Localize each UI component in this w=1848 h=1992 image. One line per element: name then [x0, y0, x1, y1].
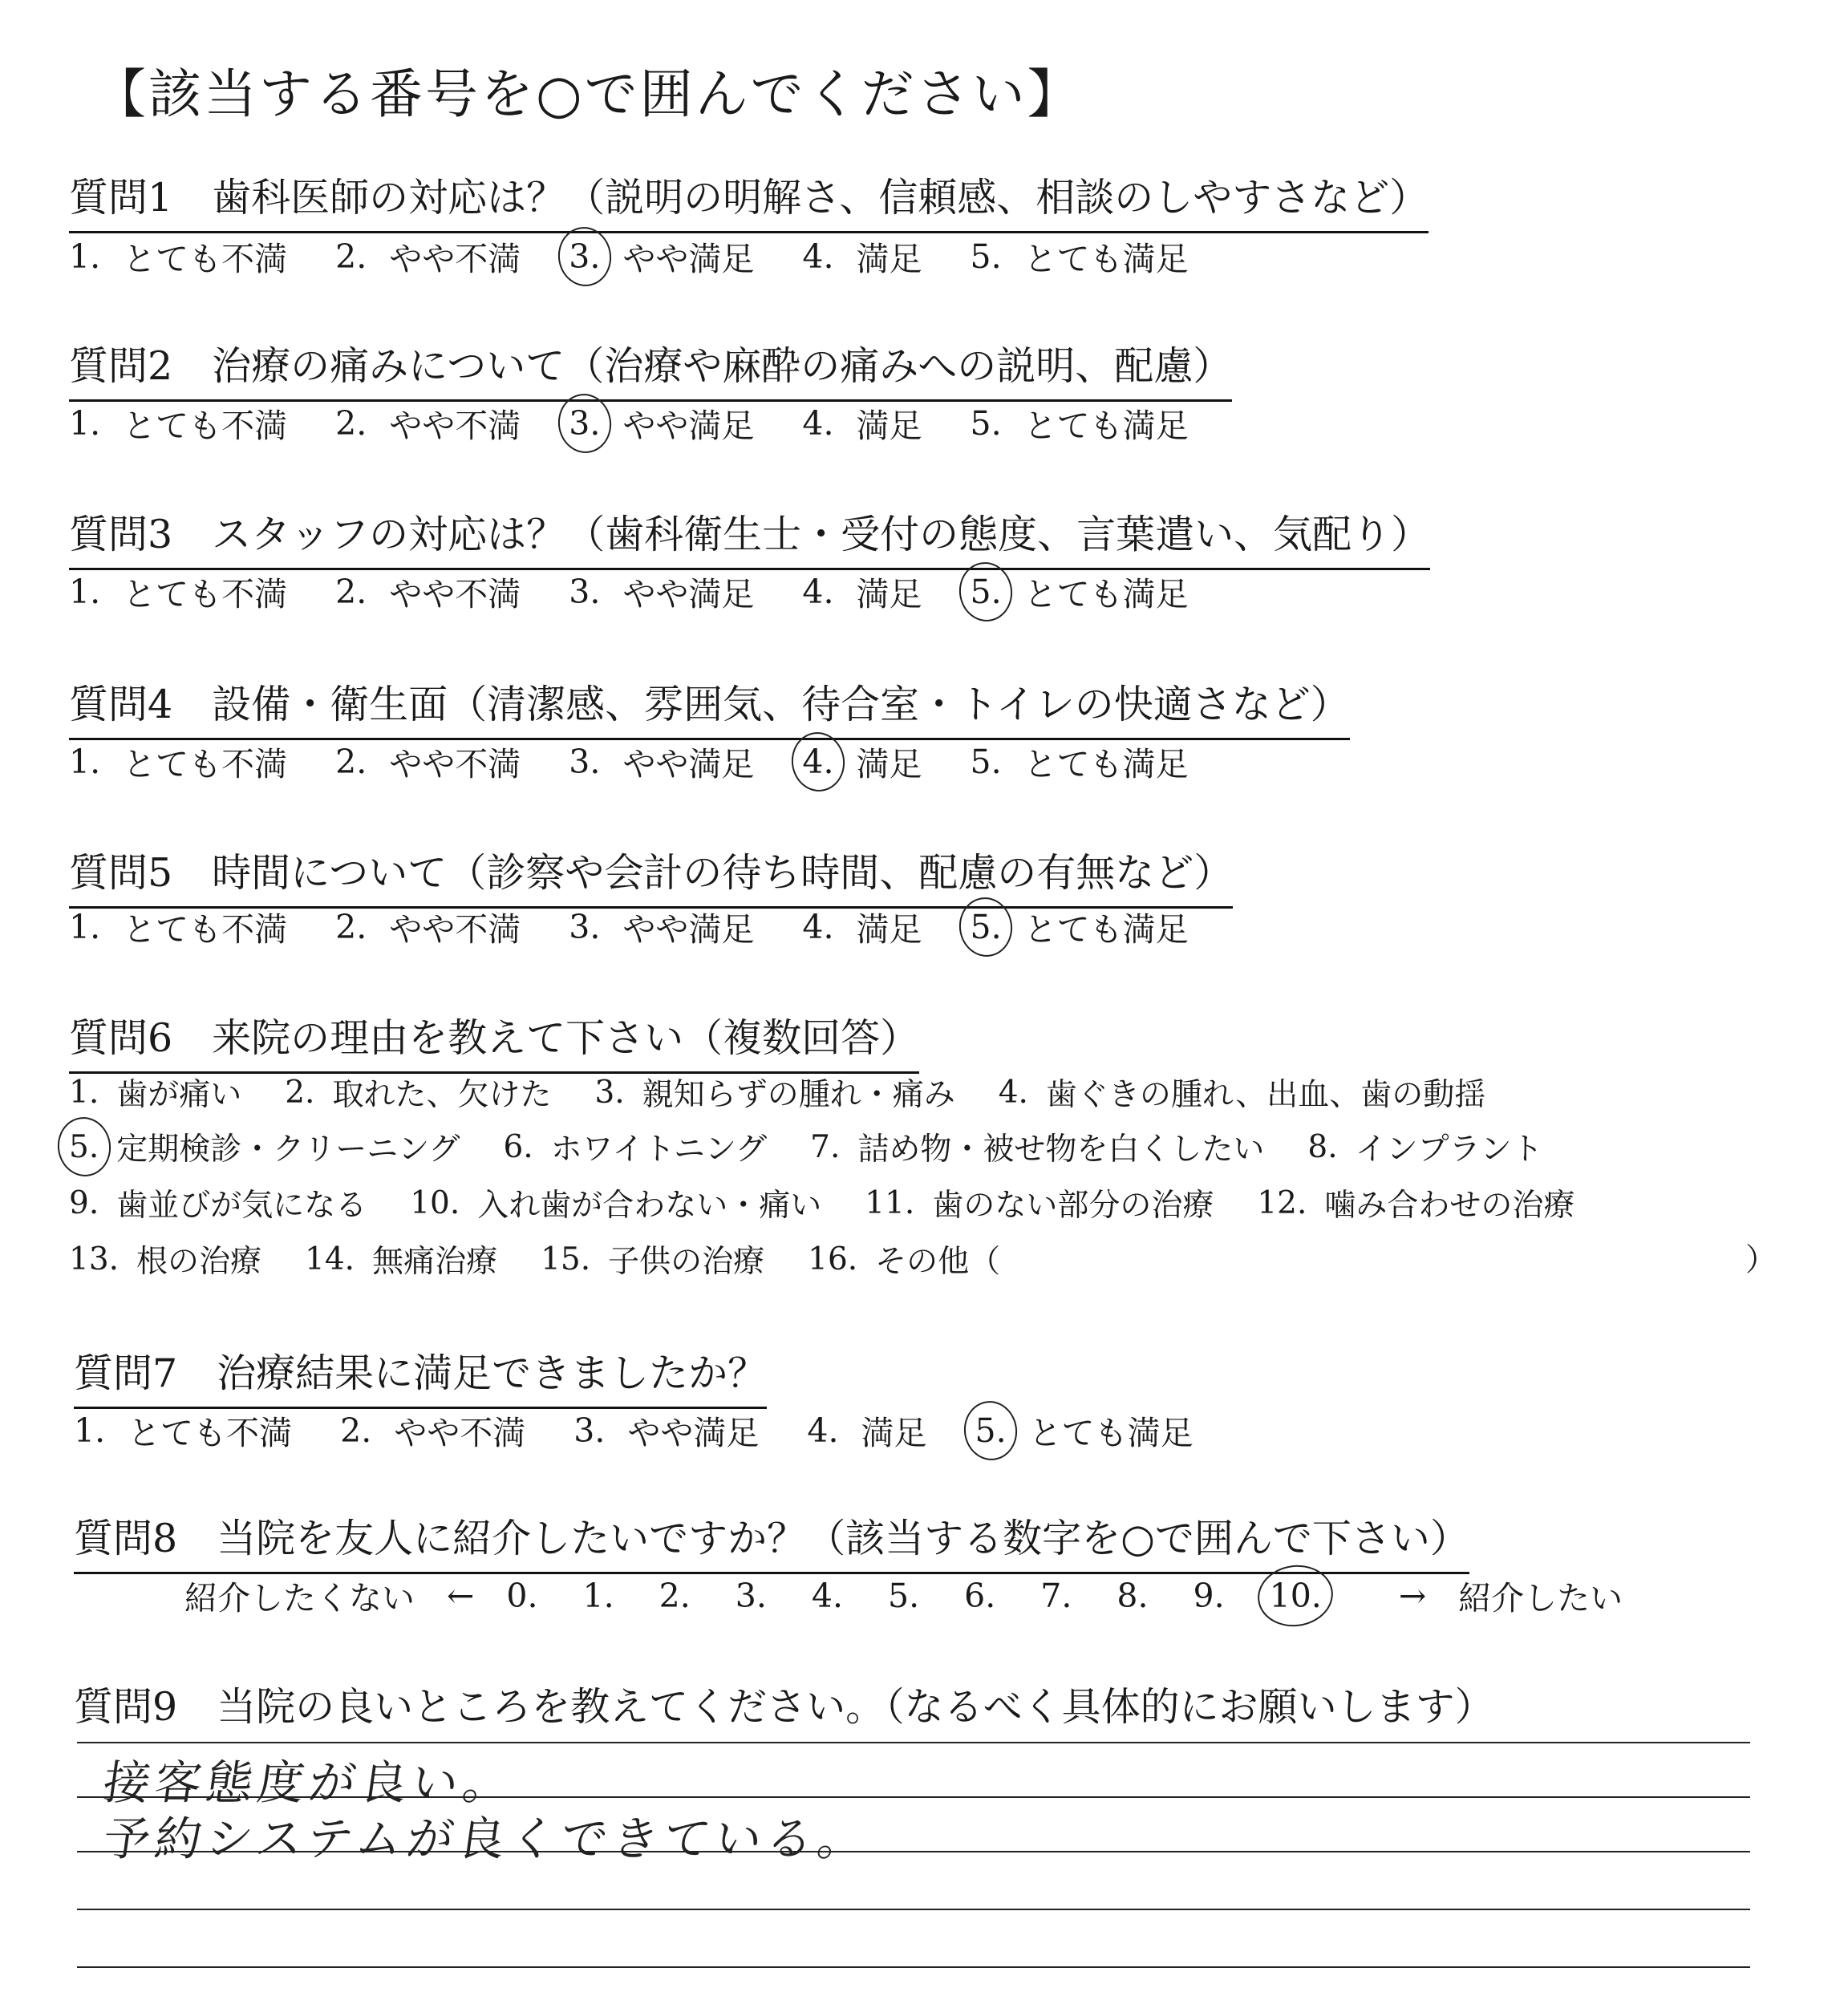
q3-option-number: 5. — [971, 573, 1002, 611]
q6-option-number: 16. — [808, 1241, 858, 1277]
q8-score-9[interactable]: 9. — [1193, 1576, 1225, 1615]
q6-options-row-3 — [69, 1180, 1618, 1225]
q6-option-7[interactable] — [810, 1124, 1264, 1169]
q1-title: 質問1 歯科医師の対応は？（説明の明解さ、信頼感、相談のしやすさなど） — [69, 167, 1429, 233]
q3-option-5[interactable] — [971, 568, 1189, 615]
q3-option-label: やや不満 — [389, 575, 521, 613]
q3-options — [69, 568, 1237, 615]
q2-option-label: やや満足 — [622, 407, 755, 445]
q7-option-label: とても満足 — [1028, 1414, 1194, 1452]
left-arrow-icon: ← — [447, 1576, 475, 1615]
q6-option-label: 詰め物・被せ物を白くしたい — [857, 1132, 1265, 1168]
q7-options — [74, 1407, 1242, 1454]
q5-option-label: やや満足 — [622, 910, 755, 949]
q5-option-label: 満足 — [856, 910, 922, 949]
q4-option-2[interactable] — [335, 738, 521, 785]
q5-option-number: 3. — [569, 907, 601, 946]
q7-option-1[interactable] — [74, 1407, 292, 1454]
q6-option-label: 噛み合わせの治療 — [1324, 1188, 1575, 1224]
q4-option-1[interactable] — [69, 738, 287, 785]
q1-option-label: とても満足 — [1023, 240, 1189, 278]
q8-score-7[interactable]: 7. — [1040, 1576, 1072, 1615]
q1-option-1[interactable] — [69, 233, 287, 280]
q8-score-5[interactable]: 5. — [887, 1576, 920, 1615]
q7-option-number: 4. — [807, 1411, 839, 1450]
q6-option-label: 取れた、欠けた — [332, 1077, 552, 1113]
q7-option-label: とても不満 — [128, 1414, 293, 1452]
q6-options-row-1 — [69, 1070, 1529, 1115]
q8-left-label: 紹介したくない — [184, 1579, 415, 1617]
q5-option-4[interactable] — [802, 903, 922, 950]
q6-option-label: 歯が痛い — [116, 1077, 242, 1113]
q6-option-number: 15. — [541, 1241, 591, 1277]
q2-option-number: 2. — [335, 403, 367, 443]
q6-option-number: 2. — [285, 1074, 315, 1111]
instruction-header: 【該当する番号を○で囲んでください】 — [93, 63, 1083, 125]
q1-option-number: 5. — [970, 237, 1002, 276]
q6-option-label: インプラント — [1355, 1132, 1543, 1168]
q5-option-label: とても満足 — [1023, 910, 1189, 949]
q5-option-number: 4. — [802, 907, 834, 946]
q7-option-number: 3. — [573, 1411, 606, 1450]
q6-option-label: 根の治療 — [136, 1244, 262, 1280]
q8-score-10[interactable]: 10. — [1270, 1577, 1322, 1615]
q6-option-label: ホワイトニング — [550, 1132, 768, 1168]
q6-option-13[interactable] — [69, 1237, 261, 1281]
q6-option-8[interactable] — [1307, 1124, 1542, 1169]
q7-option-label: やや不満 — [394, 1414, 526, 1452]
q2-option-5[interactable] — [971, 399, 1189, 447]
q7-option-2[interactable] — [340, 1407, 525, 1454]
q1-option-number: 3. — [569, 237, 600, 276]
q6-options-row-4 — [69, 1237, 1044, 1281]
q5-option-number: 2. — [335, 907, 367, 946]
q9-title: 質問9 当院の良いところを教えてください。（なるべく具体的にお願いします） — [74, 1684, 1494, 1730]
q2-option-number: 3. — [569, 404, 600, 443]
q2-option-label: とても満足 — [1023, 407, 1189, 445]
q6-option-16[interactable] — [808, 1237, 1000, 1281]
q6-option-label: 親知らずの腫れ・痛み — [642, 1077, 955, 1113]
q4-option-number: 2. — [335, 742, 367, 781]
q2-option-4[interactable] — [802, 399, 922, 447]
q5-option-2[interactable] — [335, 903, 521, 950]
q5-title: 質問5 時間について（診察や会計の待ち時間、配慮の有無など） — [69, 842, 1233, 909]
q6-option-3[interactable] — [594, 1070, 954, 1115]
q4-option-label: やや不満 — [389, 745, 521, 783]
q6-option-label: 無痛治療 — [372, 1244, 498, 1280]
selection-circle — [960, 1397, 1021, 1463]
q6-option-15[interactable] — [541, 1237, 764, 1281]
q4-option-label: やや満足 — [622, 745, 755, 783]
right-arrow-icon: → — [1398, 1576, 1427, 1615]
q6-option-label: その他（ — [875, 1244, 1001, 1280]
q6-option-2[interactable] — [285, 1070, 551, 1115]
q3-option-4[interactable] — [802, 568, 922, 615]
q5-option-number: 1. — [69, 907, 101, 946]
q2-options — [69, 399, 1237, 447]
selection-circle — [554, 390, 615, 455]
q1-option-2[interactable] — [335, 233, 521, 280]
q6-option-10[interactable] — [410, 1180, 821, 1225]
q6-option-5[interactable] — [69, 1124, 460, 1169]
q6-option-number: 10. — [410, 1184, 460, 1221]
q6-other-close-paren: ） — [1745, 1242, 1777, 1278]
q1-option-number: 2. — [335, 237, 367, 276]
q6-option-label: 入れ歯が合わない・痛い — [477, 1188, 822, 1224]
q3-option-number: 1. — [69, 572, 101, 611]
q6-option-label: 歯のない部分の治療 — [932, 1188, 1214, 1224]
q6-option-number: 8. — [1307, 1128, 1338, 1165]
q7-option-5[interactable] — [975, 1407, 1194, 1454]
q4-option-number: 1. — [69, 742, 101, 781]
q3-option-label: とても不満 — [123, 575, 288, 613]
q3-option-label: とても満足 — [1023, 575, 1189, 613]
q7-option-number: 2. — [340, 1411, 372, 1450]
q9-answer-line-1: 接客態度が良い。 — [99, 1755, 519, 1810]
q6-option-label: 歯ぐきの腫れ、出血、歯の動揺 — [1045, 1077, 1486, 1113]
q4-option-label: とても満足 — [1023, 745, 1189, 783]
q6-option-label: 歯並びが気になる — [116, 1188, 367, 1224]
q1-option-3[interactable] — [569, 233, 754, 280]
q2-option-2[interactable] — [335, 399, 521, 447]
q8-score-0[interactable]: 0. — [506, 1576, 538, 1615]
q2-option-label: やや不満 — [389, 407, 521, 445]
q1-option-4[interactable] — [802, 233, 922, 280]
q8-right-label: 紹介したい — [1458, 1579, 1623, 1617]
selection-circle — [955, 893, 1016, 959]
q7-option-label: 満足 — [861, 1414, 927, 1452]
selection-circle — [788, 728, 849, 794]
q6-option-12[interactable] — [1257, 1180, 1574, 1225]
q6-option-label: 子供の治療 — [608, 1244, 765, 1280]
q2-option-label: 満足 — [856, 407, 922, 445]
q1-option-label: 満足 — [856, 240, 922, 278]
q3-option-label: 満足 — [856, 575, 922, 613]
q2-option-number: 1. — [69, 403, 101, 443]
selection-circle — [554, 223, 615, 289]
answer-rule-4 — [77, 1909, 1750, 1910]
q6-option-number: 1. — [69, 1074, 99, 1111]
q8-score-4[interactable]: 4. — [811, 1576, 843, 1615]
q4-options — [69, 738, 1237, 785]
q6-option-number: 7. — [810, 1128, 841, 1165]
q1-option-label: やや満足 — [622, 240, 755, 278]
q6-option-1[interactable] — [69, 1070, 241, 1115]
q3-option-number: 2. — [335, 572, 367, 611]
selection-circle — [955, 558, 1016, 624]
q1-options — [69, 233, 1237, 280]
q7-option-number: 5. — [975, 1411, 1007, 1450]
q4-option-3[interactable] — [569, 738, 754, 785]
q3-option-number: 4. — [802, 572, 834, 611]
q8-score-8[interactable]: 8. — [1116, 1576, 1149, 1615]
q6-option-number: 3. — [594, 1074, 625, 1111]
q5-option-number: 5. — [971, 908, 1002, 946]
q8-score-2[interactable]: 2. — [659, 1576, 691, 1615]
q2-option-number: 5. — [970, 403, 1002, 443]
q8-score-1[interactable]: 1. — [582, 1576, 614, 1615]
q6-option-number: 14. — [305, 1241, 355, 1277]
q4-option-number: 4. — [802, 743, 833, 781]
q5-option-1[interactable] — [69, 903, 287, 950]
q6-option-label: 定期検診・クリーニング — [116, 1132, 460, 1168]
q4-option-number: 5. — [970, 742, 1002, 781]
q6-option-number: 12. — [1257, 1184, 1307, 1221]
q8-numbers — [506, 1577, 1366, 1615]
q8-score-3[interactable]: 3. — [735, 1576, 767, 1615]
q6-option-11[interactable] — [865, 1180, 1214, 1225]
q4-option-label: 満足 — [856, 745, 922, 783]
q5-option-3[interactable] — [569, 903, 754, 950]
q6-option-number: 13. — [69, 1241, 120, 1277]
q4-option-5[interactable] — [971, 738, 1189, 785]
q3-option-number: 3. — [569, 572, 601, 611]
q6-option-number: 9. — [69, 1184, 99, 1221]
q5-options — [69, 903, 1237, 950]
q7-title: 質問7 治療結果に満足できましたか？ — [74, 1342, 767, 1409]
q6-option-14[interactable] — [305, 1237, 497, 1281]
q2-option-number: 4. — [802, 403, 834, 443]
q7-option-number: 1. — [74, 1411, 106, 1450]
q2-option-label: とても不満 — [123, 407, 288, 445]
q6-option-number: 4. — [998, 1074, 1028, 1111]
q5-option-label: とても不満 — [123, 910, 288, 949]
answer-rule-1 — [77, 1742, 1750, 1743]
q7-option-3[interactable] — [573, 1407, 759, 1454]
q1-option-label: やや不満 — [389, 240, 521, 278]
q9-answer-line-2: 予約システムが良くできている。 — [99, 1812, 873, 1866]
q6-title: 質問6 来院の理由を教えて下さい（複数回答） — [69, 1007, 919, 1074]
q6-option-number: 11. — [865, 1184, 915, 1221]
q6-option-9[interactable] — [69, 1180, 367, 1225]
q1-option-5[interactable] — [971, 233, 1189, 280]
q2-option-1[interactable] — [69, 399, 287, 447]
q3-option-1[interactable] — [69, 568, 287, 615]
answer-rule-5 — [77, 1966, 1750, 1968]
q8-score-6[interactable]: 6. — [964, 1576, 996, 1615]
q4-option-label: とても不満 — [123, 745, 288, 783]
q3-option-2[interactable] — [335, 568, 521, 615]
q4-title: 質問4 設備・衛生面（清潔感、雰囲気、待合室・トイレの快適さなど） — [69, 674, 1350, 740]
q2-option-3[interactable] — [569, 399, 754, 447]
q1-option-number: 1. — [69, 237, 101, 276]
selection-circle — [54, 1114, 115, 1180]
q4-option-4[interactable] — [802, 738, 922, 785]
q1-option-number: 4. — [802, 237, 834, 276]
q6-option-6[interactable] — [503, 1124, 767, 1169]
q6-option-number: 6. — [503, 1128, 533, 1165]
q8-scale — [184, 1572, 1623, 1619]
q8-title: 質問8 当院を友人に紹介したいですか？（該当する数字を○で囲んで下さい） — [74, 1508, 1469, 1574]
q3-option-3[interactable] — [569, 568, 754, 615]
q7-option-4[interactable] — [807, 1407, 926, 1454]
q2-title: 質問2 治療の痛みについて（治療や麻酔の痛みへの説明、配慮） — [69, 335, 1232, 402]
q6-options-row-2 — [69, 1124, 1587, 1169]
q5-option-5[interactable] — [971, 903, 1189, 950]
q3-title: 質問3 スタッフの対応は？（歯科衛生士・受付の態度、言葉遣い、気配り） — [69, 504, 1430, 570]
q5-option-label: やや不満 — [389, 910, 521, 949]
q4-option-number: 3. — [569, 742, 601, 781]
q3-option-label: やや満足 — [622, 575, 755, 613]
q6-option-number: 5. — [69, 1129, 99, 1165]
q6-option-4[interactable] — [999, 1070, 1486, 1115]
q1-option-label: とても不満 — [123, 240, 288, 278]
q7-option-label: やや満足 — [627, 1414, 760, 1452]
